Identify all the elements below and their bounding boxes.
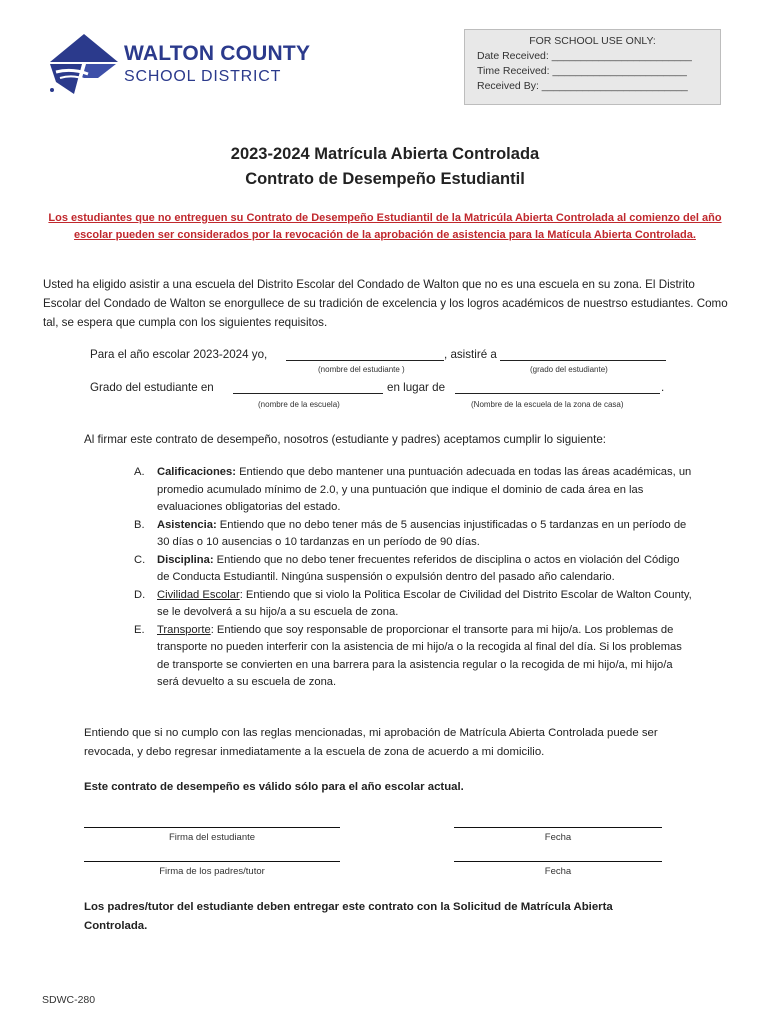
grade-in-label: Grado del estudiante en [90,381,214,394]
list-item [132,587,692,622]
parent-date-line[interactable] [454,861,662,862]
document-subtitle: Contrato de Desempeño Estudiantil [245,170,525,188]
student-signature-label: Firma del estudiante [168,832,256,843]
document-title: 2023-2024 Matrícula Abierta Controlada [230,145,540,163]
item-text: : Entiendo que soy responsable de proporcionar el transorte para mi hijo/a. Los problemas de transporte no pueden interferir con la asistencia de mi hijo/a o la recogida al final del día. Si los problemas de transporte se convierten en una barrera para la asistencia regular o la recogida de mi hijo/a, mi hijo/a será devuelto a su escuela de zona. [157,623,682,688]
school-use-title: FOR SCHOOL USE ONLY: [529,35,656,47]
item-letter: B. [134,518,145,531]
parent-date-label: Fecha [544,866,572,877]
requirements-list [132,464,692,692]
student-date-label: Fecha [544,832,572,843]
agreement-statement: Al firmar este contrato de desempeño, nosotros (estudiante y padres) aceptamos cumplir lo siguiente: [84,433,606,446]
closing-paragraph: Entiendo que si no cumplo con las reglas mencionadas, mi aprobación de Matrícula Abierta Controlada puede ser revocada, y debo regresar inmediatamente a la escuela de zona de acuerdo a mi domicilio. [84,727,658,758]
student-date-line[interactable] [454,827,662,828]
list-item [132,517,692,552]
item-text: : Entiendo que si violo la Politica Escolar de Civilidad del Distrito Escolar de Walton County, se le devolverá a su hijo/a a su escuela de zona. [157,588,692,618]
submit-note: Los padres/tutor del estudiante deben entregar este contrato con la Solicitud de Matrícula Abierta Controlada. [84,901,613,932]
list-item [132,464,692,517]
list-item [132,552,692,587]
logo-subtitle: SCHOOL DISTRICT [124,68,282,85]
item-title: Disciplina: [157,553,214,566]
zone-school-hint: (Nombre de la escuela de la zona de casa) [471,400,624,409]
item-text: Entiendo que no debo tener más de 5 ausencias injustificadas o 5 tardanzas en un período de 30 días o 10 ausencias o 10 tardanzas en un período de 90 días. [157,518,687,548]
item-title: Transporte [157,623,211,636]
warning-notice: Los estudiantes que no entreguen su Contrato de Desempeño Estudiantil de la Matricúla Abierta Controlada al comienzo del año escolar pueden ser considerados por la revocación de la aprobación de asistencia para la Matícula Abierta Controlada. [48,212,722,241]
district-emblem-icon [42,32,120,96]
item-text: Entiendo que no debo tener frecuentes referidos de disciplina o actos en violación del Código de Conducta Estudiantil. Ningúna suspensión o expulsión dentro del pasado año calendario. [157,553,680,583]
student-grade-hint: (grado del estudiante) [530,365,608,374]
student-name-field[interactable] [286,360,444,361]
item-letter: C. [134,553,146,566]
item-title: Civilidad Escolar [157,588,240,601]
school-name-field[interactable] [233,393,383,394]
parent-signature-label: Firma de los padres/tutor [159,866,265,877]
logo-title: WALTON COUNTY [124,42,311,65]
parent-signature-line[interactable] [84,861,340,862]
student-name-hint: (nombre del estudiante ) [318,365,405,374]
instead-of-label: en lugar de [387,381,446,394]
zone-school-field[interactable] [455,393,660,394]
row2-period: . [661,381,665,394]
student-grade-field[interactable] [500,360,666,361]
date-received-field: Date Received: ________________________ [477,50,692,62]
item-letter: E. [134,623,145,636]
form-code: SDWC-280 [42,994,96,1006]
received-by-field: Received By: _________________________ [477,80,688,92]
item-title: Asistencia: [157,518,217,531]
item-letter: A. [134,466,145,478]
item-text: Entiendo que debo mantener una puntuación adecuada en todas las áreas académicas, un promedio acumulado mínimo de 2.0, y una puntuación que indique el dominio de cada área en las evaluaciones obligatorias del estado. [157,466,692,513]
intro-paragraph: Usted ha eligido asistir a una escuela del Distrito Escolar del Condado de Walton que no es una escuela en su zona. El Distrito Escolar del Condado de Walton se enorgullece de su tradición de excelencia y los logros académicos de nuestrso estudiantes. Como tal, se espera que cumpla con los siguientes requisitos. [43,278,728,329]
district-logo [42,32,322,96]
school-use-box [464,29,721,105]
validity-note: Este contrato de desempeño es válido sólo para el año escolar actual. [84,781,464,793]
will-attend-label: , asistiré a [444,348,497,361]
item-letter: D. [134,588,146,601]
item-title: Calificaciones: [157,466,236,478]
student-signature-line[interactable] [84,827,340,828]
school-name-hint: (nombre de la escuela) [258,400,340,409]
time-received-field: Time Received: _______________________ [477,65,687,77]
school-year-label: Para el año escolar 2023-2024 yo, [90,348,268,361]
list-item [132,622,692,692]
